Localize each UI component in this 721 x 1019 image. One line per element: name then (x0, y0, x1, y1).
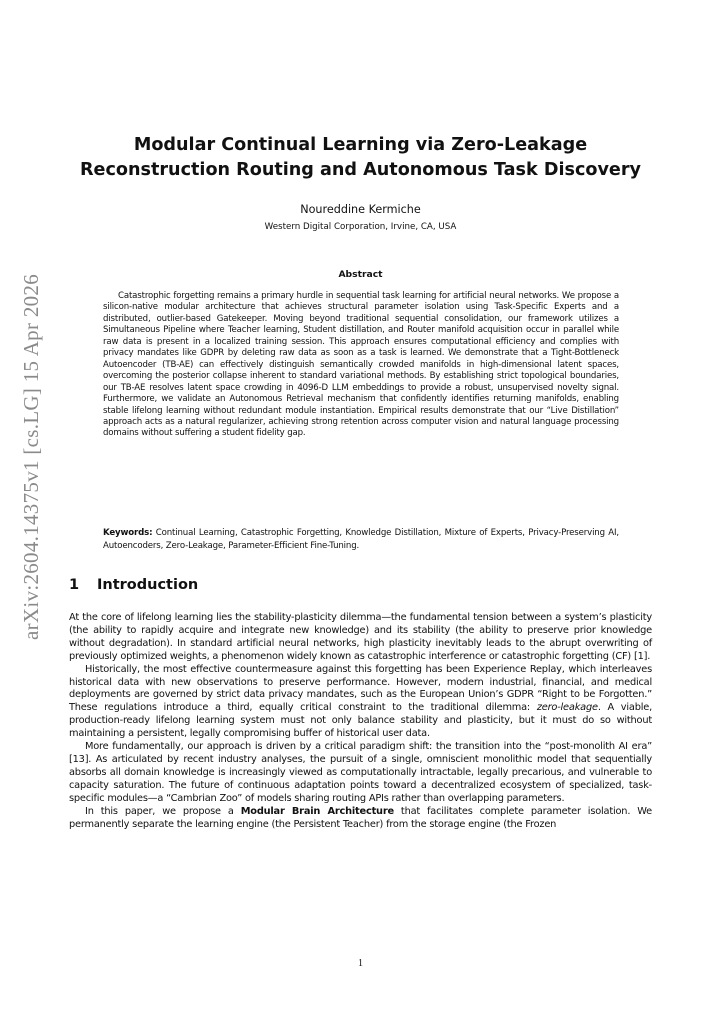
section-number: 1 (69, 577, 80, 593)
page-number: 1 (358, 958, 363, 969)
keywords-text: Continual Learning, Catastrophic Forgetting, Knowledge Distillation, Mixture of Experts, Privacy-Preserving AI, Autoencoders, Zero-Leakage, Parameter-Efficient Fine-Tuning. (103, 528, 619, 551)
paragraph (69, 806, 652, 832)
author-name: Noureddine Kermiche (300, 203, 421, 216)
keywords-label: Keywords: (103, 528, 153, 538)
arxiv-identifier-stamp (19, 273, 49, 640)
author-affiliation: Western Digital Corporation, Irvine, CA, USA (264, 222, 457, 232)
paragraph: More fundamentally, our approach is driven by a critical paradigm shift: the transition into the “post-monolith AI era” [13]. As articulated by recent industry analyses, the pursuit of a single, omniscient monolithic model that sequentially absorbs all domain knowledge is increasingly viewed as computationally intractable, legally precarious, and vulnerable to capacity saturation. The future of continuous adaptation points toward a decentralized ecosystem of specialized, task-specific modules—a “Cambrian Zoo” of models sharing routing APIs rather than overlapping parameters. (69, 741, 652, 804)
paragraph-text: Historically, the most effective countermeasure against this forgetting has been Experience Replay, which interleaves historical data with new observations to preserve performance. However, modern industrial, financial, and medical deployments are governed by strict data privacy mandates, such as the European Union’s GDPR “Right to be Forgotten.” These regulations introduce a third, equally critical constraint to the traditional dilemma: (69, 663, 652, 714)
arxiv-identifier-text: arXiv:2604.14375v1 [cs.LG] 15 Apr 2026 (19, 273, 43, 640)
section-heading (69, 577, 198, 593)
paragraph (69, 664, 652, 741)
paper-title: Modular Continual Learning via Zero-Leakage Reconstruction Routing and Autonomous Task Discovery (79, 135, 642, 180)
emphasis-text: zero-leakage (536, 702, 598, 714)
abstract-heading: Abstract (338, 269, 383, 280)
paragraph: At the core of lifelong learning lies the stability-plasticity dilemma—the fundamental tension between a system’s plasticity (the ability to rapidly acquire and integrate new knowledge) and its stability (the ability to preserve prior knowledge without degradation). In standard artificial neural networks, high plasticity inevitably leads to the abrupt overwriting of previously optimized weights, a phenomenon widely known as catastrophic interference or catastrophic forgetting (CF) [1]. (69, 612, 652, 662)
introduction-body (69, 612, 652, 831)
bold-text: Modular Brain Architecture (240, 805, 394, 817)
paragraph-text: that facilitates complete parameter isolation. We permanently separate the learning engine (the Persistent Teacher) from the storage engine (the Frozen (69, 805, 652, 830)
section-title: Introduction (97, 577, 199, 593)
paragraph-text: In this paper, we propose a (85, 805, 241, 817)
keywords (103, 527, 619, 553)
paragraph-text: . A viable, production-ready lifelong learning system must not only balance stability and plasticity, but it must do so without maintaining a persistent, legally compromising buffer of historical user data. (69, 702, 652, 740)
abstract-text: Catastrophic forgetting remains a primary hurdle in sequential task learning for artificial neural networks. We propose a silicon-native modular architecture that achieves structural parameter isolation using Task-Specific Experts and a distributed, outlier-based Gatekeeper. Moving beyond traditional sequential consolidation, our framework utilizes a Simultaneous Pipeline where Teacher learning, Student distillation, and Router manifold acquisition occur in parallel while raw data is present in a localized training session. This approach ensures computational efficiency and complies with privacy mandates like GDPR by deleting raw data as soon as a task is learned. We demonstrate that a Tight-Bottleneck Autoencoder (TB-AE) can effectively distinguish semantically crowded manifolds in high-dimensional latent spaces, overcoming the posterior collapse inherent to standard variational methods. By establishing strict topological boundaries, our TB-AE resolves latent space crowding in 4096-D LLM embeddings to provide a robust, unsupervised novelty signal. Furthermore, we validate an Autonomous Retrieval mechanism that confidently identifies returning manifolds, enabling stable lifelong learning without redundant module instantiation. Empirical results demonstrate that our “Live Distillation” approach acts as a natural regularizer, achieving strong retention across computer vision and natural language processing domains without suffering a student fidelity gap. (103, 291, 619, 439)
